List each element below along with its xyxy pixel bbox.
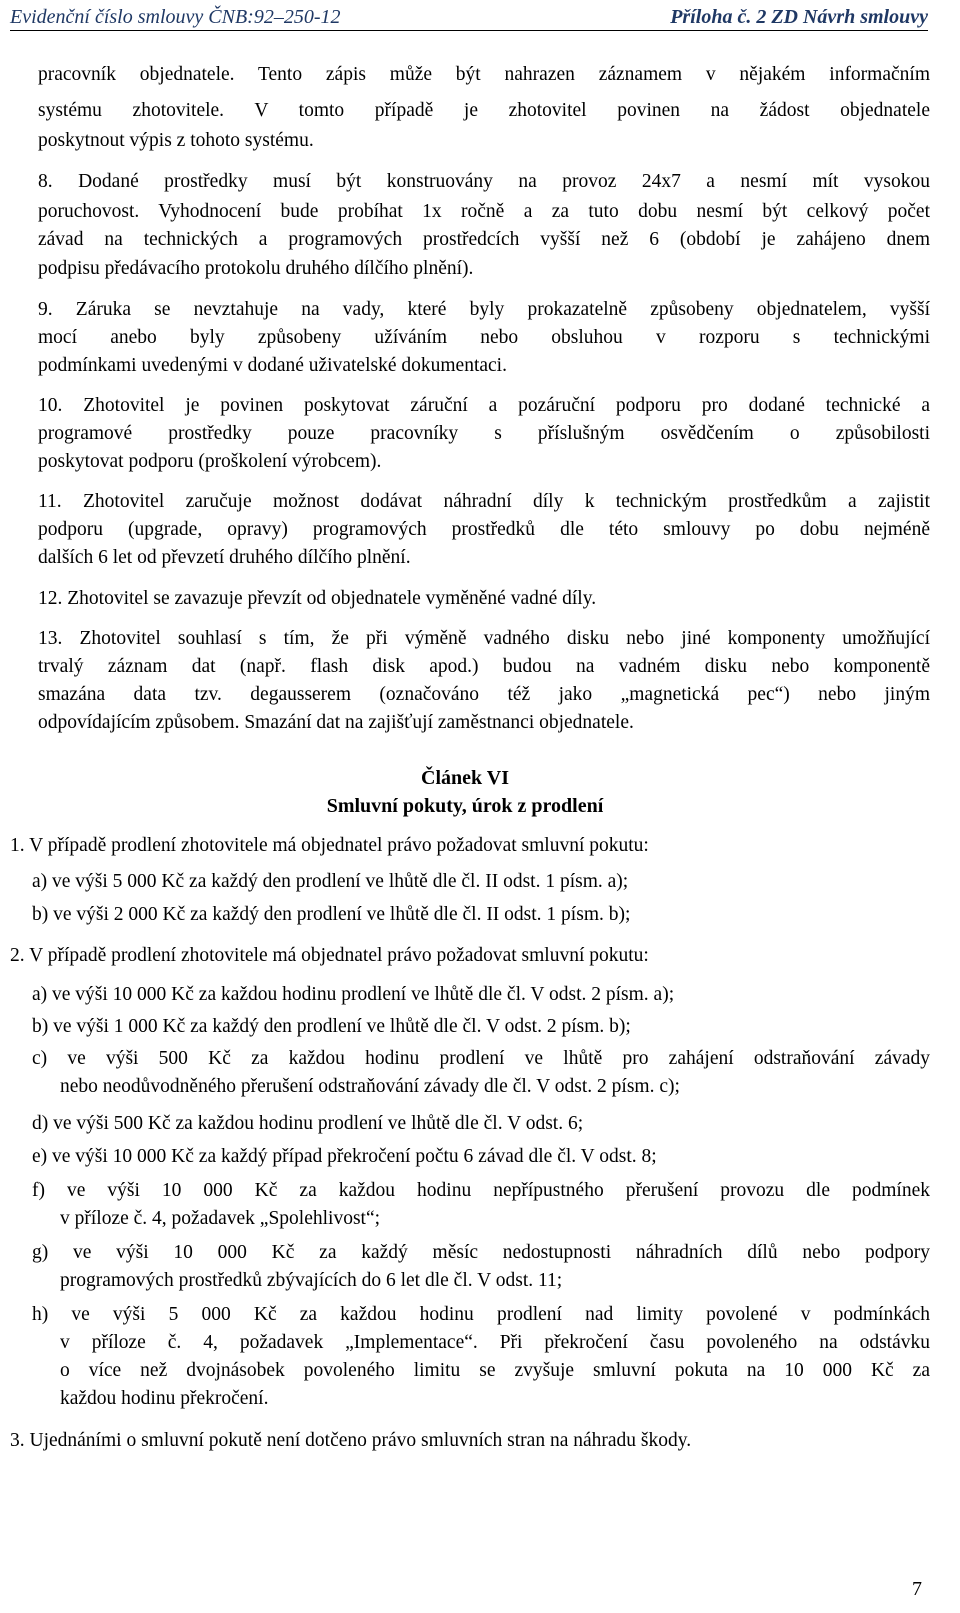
penalty-line: b) ve výši 1 000 Kč za každý den prodlení ve lhůtě dle čl. V odst. 2 písm. b); xyxy=(32,1016,631,1037)
text-line: poskytovat podporu (proškolení výrobcem). xyxy=(38,451,382,472)
attachment-label: Příloha č. 2 ZD Návrh smlouvy xyxy=(670,6,928,28)
text-line: smazána data tzv. degausserem (označováno též jako „magnetická pec“) nebo jiným xyxy=(38,684,930,705)
text-line: poruchovost. Vyhodnocení bude probíhat 1x ročně a za tuto dobu nesmí být celkový počet xyxy=(38,201,930,222)
penalty-line: 3. Ujednáními o smluvní pokutě není dotčeno právo smluvních stran na náhradu škody. xyxy=(10,1430,692,1451)
text-line: dalších 6 let od převzetí druhého dílčího plnění. xyxy=(38,547,411,568)
text-line: podporu (upgrade, opravy) programových prostředků dle této smlouvy po dobu nejméně xyxy=(38,519,930,540)
text-line: programové prostředky pouze pracovníky s příslušným osvědčením o způsobilosti xyxy=(38,423,930,444)
text-line: systému zhotovitele. V tomto případě je zhotovitel povinen na žádost objednatele xyxy=(38,100,930,121)
text-line: poskytnout výpis z tohoto systému. xyxy=(38,130,314,151)
text-line: 12. Zhotovitel se zavazuje převzít od objednatele vyměněné vadné díly. xyxy=(38,588,597,609)
text-line: podpisu předávacího protokolu druhého dílčího plnění). xyxy=(38,258,474,279)
text-line: 10. Zhotovitel je povinen poskytovat záruční a pozáruční podporu pro dodané technické a xyxy=(38,395,930,416)
article-number: Článek VI xyxy=(421,767,509,789)
penalty-line: a) ve výši 5 000 Kč za každý den prodlení ve lhůtě dle čl. II odst. 1 písm. a); xyxy=(32,871,629,892)
penalty-line: c) ve výši 500 Kč za každou hodinu prodlení ve lhůtě pro zahájení odstraňování závady xyxy=(32,1048,930,1069)
penalty-line: v příloze č. 4, požadavek „Spolehlivost“; xyxy=(60,1208,381,1229)
penalty-line: h) ve výši 5 000 Kč za každou hodinu prodlení nad limity povolené v podmínkách xyxy=(32,1304,930,1325)
text-line: pracovník objednatele. Tento zápis může být nahrazen záznamem v nějakém informačním xyxy=(38,64,930,85)
page-header xyxy=(10,4,928,31)
article-title: Smluvní pokuty, úrok z prodlení xyxy=(326,795,604,817)
penalty-line: 2. V případě prodlení zhotovitele má objednatel právo požadovat smluvní pokutu: xyxy=(10,945,649,966)
page-number: 7 xyxy=(912,1578,922,1600)
penalty-line: 1. V případě prodlení zhotovitele má objednatel právo požadovat smluvní pokutu: xyxy=(10,835,649,856)
penalty-line: f) ve výši 10 000 Kč za každou hodinu nepřípustného přerušení provozu dle podmínek xyxy=(32,1180,930,1201)
penalty-line: d) ve výši 500 Kč za každou hodinu prodlení ve lhůtě dle čl. V odst. 6; xyxy=(32,1113,584,1134)
penalty-line: každou hodinu překročení. xyxy=(60,1388,269,1409)
text-line: mocí anebo byly způsobeny užíváním nebo obsluhou v rozporu s technickými xyxy=(38,327,930,348)
text-line: odpovídajícím způsobem. Smazání dat na zajišťují zaměstnanci objednatele. xyxy=(38,712,634,733)
penalty-line: programových prostředků zbývajících do 6 let dle čl. V odst. 11; xyxy=(60,1270,563,1291)
text-line: závad na technických a programových prostředcích vyšší než 6 (období je zahájeno dnem xyxy=(38,229,930,250)
text-line: 9. Záruka se nevztahuje na vady, které byly prokazatelně způsobeny objednatelem, vyšší xyxy=(38,299,930,320)
penalty-line: nebo neodůvodněného přerušení odstraňování závady dle čl. V odst. 2 písm. c); xyxy=(60,1076,680,1097)
penalty-line: o více než dvojnásobek povoleného limitu se zvyšuje smluvní pokuta na 10 000 Kč za xyxy=(60,1360,930,1381)
penalty-line: v příloze č. 4, požadavek „Implementace“. Při překročení času povoleného na odstávku xyxy=(60,1332,930,1353)
text-line: 11. Zhotovitel zaručuje možnost dodávat náhradní díly k technickým prostředkům a zajistit xyxy=(38,491,930,512)
text-line: 13. Zhotovitel souhlasí s tím, že při výměně vadného disku nebo jiné komponenty umožňující xyxy=(38,628,930,649)
contract-number: Evidenční číslo smlouvy ČNB:92–250-12 xyxy=(10,6,341,28)
penalty-line: a) ve výši 10 000 Kč za každou hodinu prodlení ve lhůtě dle čl. V odst. 2 písm. a); xyxy=(32,984,675,1005)
penalty-line: b) ve výši 2 000 Kč za každý den prodlení ve lhůtě dle čl. II odst. 1 písm. b); xyxy=(32,904,631,925)
text-line: 8. Dodané prostředky musí být konstruovány na provoz 24x7 a nesmí mít vysokou xyxy=(38,171,930,192)
penalty-line: g) ve výši 10 000 Kč za každý měsíc nedostupnosti náhradních dílů nebo podpory xyxy=(32,1242,930,1263)
text-line: podmínkami uvedenými v dodané uživatelské dokumentaci. xyxy=(38,355,507,376)
text-line: trvalý záznam dat (např. flash disk apod.) budou na vadném disku nebo komponentě xyxy=(38,656,930,677)
penalty-line: e) ve výši 10 000 Kč za každý případ překročení počtu 6 závad dle čl. V odst. 8; xyxy=(32,1146,657,1167)
